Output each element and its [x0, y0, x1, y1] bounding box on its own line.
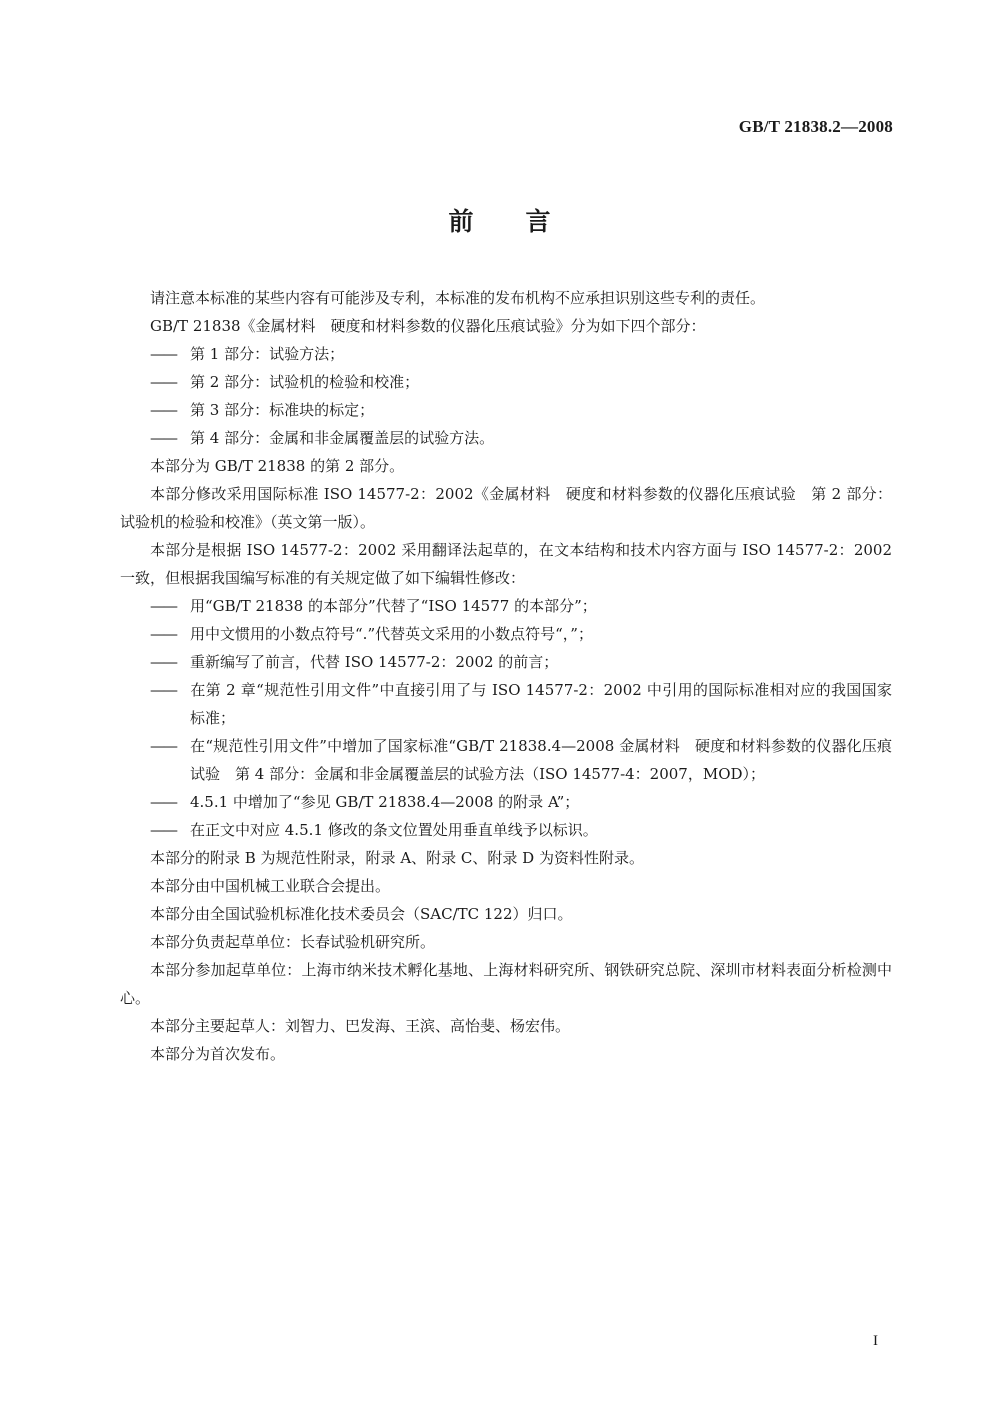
dash-marker: ——: [150, 597, 176, 615]
page-title: 前言: [448, 207, 603, 236]
list-item: —— 第 3 部分：标准块的标定；: [120, 396, 892, 424]
paragraph: 本部分是根据 ISO 14577-2：2002 采用翻译法起草的，在文本结构和技术内容方面与 ISO 14577-2：2002 一致，但根据我国编写标准的有关规定做了如下编辑性修改：: [120, 541, 892, 587]
standard-code: GB/T 21838.2—2008: [738, 117, 893, 136]
paragraph: 本部分参加起草单位：上海市纳米技术孵化基地、上海材料研究所、钢铁研究总院、深圳市材料表面分析检测中心。: [120, 961, 892, 1007]
paragraph: 本部分由中国机械工业联合会提出。: [150, 877, 391, 895]
dash-marker: ——: [150, 429, 176, 447]
paragraph: 本部分修改采用国际标准 ISO 14577-2：2002《金属材料 硬度和材料参数的仪器化压痕试验 第 2 部分：试验机的检验和校准》（英文第一版）。: [120, 485, 892, 531]
list-item: —— 在第 2 章“规范性引用文件”中直接引用了与 ISO 14577-2：2002 中引用的国际标准相对应的我国国家标准；: [120, 676, 892, 732]
list-item: —— 4.5.1 中增加了“参见 GB/T 21838.4—2008 的附录 A”；: [120, 788, 892, 816]
dash-marker: ——: [150, 793, 176, 811]
list-item: —— 在“规范性引用文件”中增加了国家标准“GB/T 21838.4—2008 金属材料 硬度和材料参数的仪器化压痕试验 第 4 部分：金属和非金属覆盖层的试验方法（ISO 14577-4：2007，MOD）；: [120, 732, 892, 788]
foreword-body: [120, 284, 892, 1068]
paragraph: GB/T 21838《金属材料 硬度和材料参数的仪器化压痕试验》分为如下四个部分：: [150, 317, 706, 335]
paragraph: 本部分为 GB/T 21838 的第 2 部分。: [150, 457, 405, 475]
paragraph: 本部分为首次发布。: [150, 1045, 286, 1063]
list-item: —— 用中文惯用的小数点符号“.”代替英文采用的小数点符号“，”；: [120, 620, 892, 648]
dash-marker: ——: [150, 821, 176, 839]
list-item: —— 第 1 部分：试验方法；: [120, 340, 892, 368]
dash-marker: ——: [150, 625, 176, 643]
dash-marker: ——: [150, 737, 176, 755]
dash-marker: ——: [150, 653, 176, 671]
dash-marker: ——: [150, 345, 176, 363]
paragraph: 请注意本标准的某些内容有可能涉及专利，本标准的发布机构不应承担识别这些专利的责任。: [150, 289, 766, 307]
list-item: —— 在正文中对应 4.5.1 修改的条文位置处用垂直单线予以标识。: [120, 816, 892, 844]
list-item: —— 重新编写了前言，代替 ISO 14577-2：2002 的前言；: [120, 648, 892, 676]
paragraph: 本部分由全国试验机标准化技术委员会（SAC/TC 122）归口。: [150, 905, 573, 923]
list-item: —— 第 2 部分：试验机的检验和校准；: [120, 368, 892, 396]
dash-marker: ——: [150, 401, 176, 419]
paragraph: 本部分负责起草单位：长春试验机研究所。: [150, 933, 436, 951]
dash-marker: ——: [150, 373, 176, 391]
list-item: —— 用“GB/T 21838 的本部分”代替了“ISO 14577 的本部分”；: [120, 592, 892, 620]
dash-marker: ——: [150, 681, 176, 699]
paragraph: 本部分的附录 B 为规范性附录，附录 A、附录 C、附录 D 为资料性附录。: [150, 849, 644, 867]
list-item: —— 第 4 部分：金属和非金属覆盖层的试验方法。: [120, 424, 892, 452]
paragraph: 本部分主要起草人：刘智力、巴发海、王滨、高怡斐、杨宏伟。: [150, 1017, 571, 1035]
page-number: I: [873, 1333, 878, 1349]
